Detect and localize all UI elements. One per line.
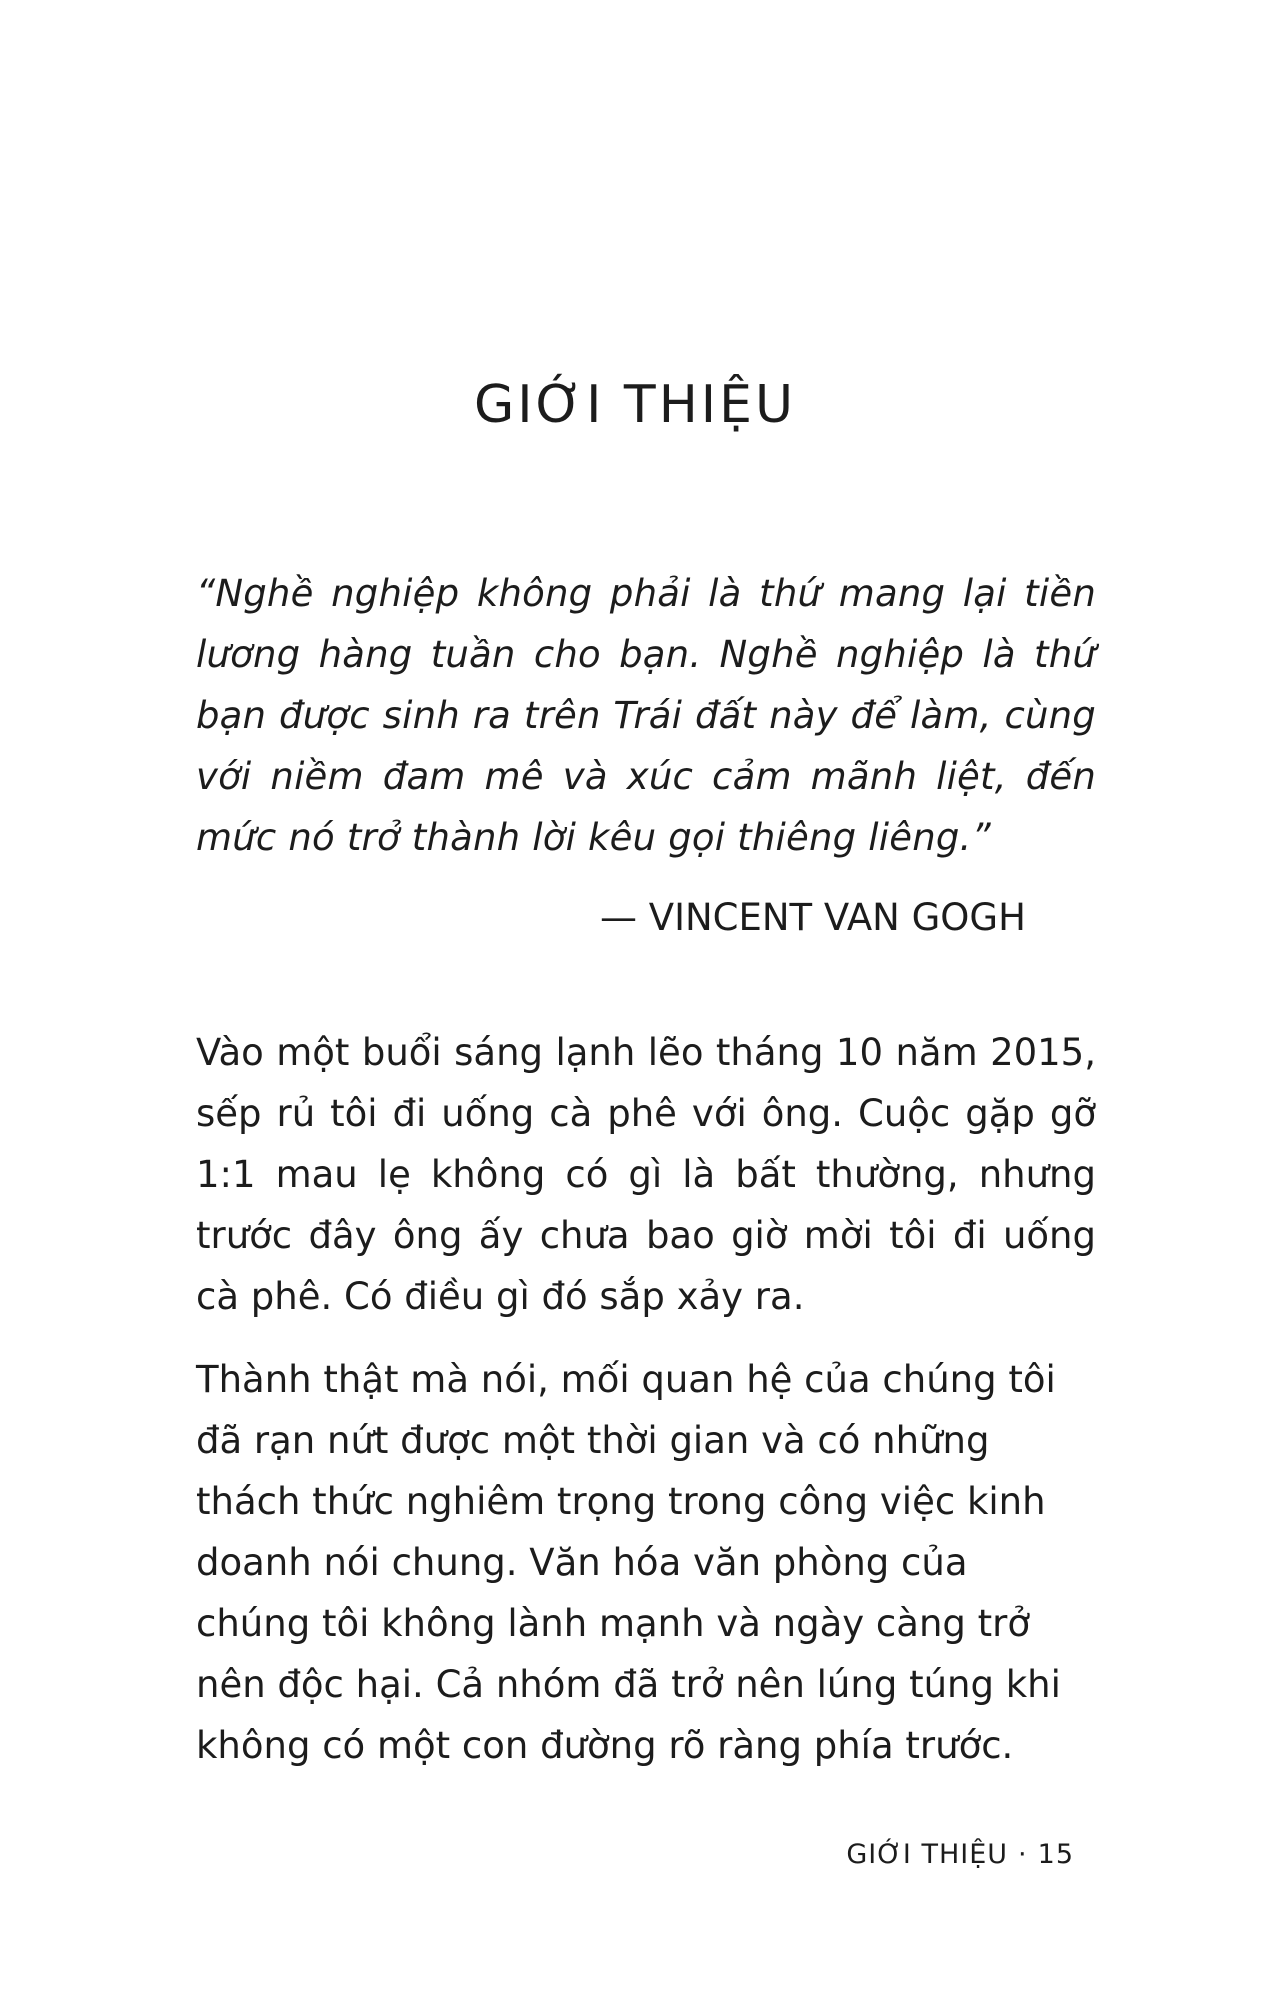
body-paragraph: Thành thật mà nói, mối quan hệ của chúng tôi đã rạn nứt được một thời gian và có những thách thức nghiêm trọng trong công việc kinh doanh nói chung. Văn hóa văn phòng của chúng tôi không lành mạnh và ngày càng trở nên độc hại. Cả nhóm đã trở nên lúng túng khi không có một con đường rõ ràng phía trước. <box>196 1358 1061 1767</box>
chapter-title: GIỚI THIỆU <box>473 375 797 435</box>
epigraph-attribution: — VINCENT VAN GOGH <box>600 896 1026 939</box>
body-paragraph: Vào một buổi sáng lạnh lẽo tháng 10 năm 2015, sếp rủ tôi đi uống cà phê với ông. Cuộc gặp gỡ 1:1 mau lẹ không có gì là bất thường, nhưng trước đây ông ấy chưa bao giờ mời tôi đi uống cà phê. Có điều gì đó sắp xảy ra. <box>196 1031 1096 1318</box>
epigraph-quote: “Nghề nghiệp không phải là thứ mang lại tiền lương hàng tuần cho bạn. Nghề nghiệp là thứ bạn được sinh ra trên Trái đất này để làm, cùng với niềm đam mê và xúc cảm mãnh liệt, đến mức nó trở thành lời kêu gọi thiêng liêng.” <box>196 572 1096 859</box>
page-number: 15 <box>1037 1839 1074 1870</box>
page-footer <box>846 1835 1074 1875</box>
running-head: GIỚI THIỆU <box>846 1839 1009 1870</box>
footer-separator: · <box>1018 1839 1028 1870</box>
